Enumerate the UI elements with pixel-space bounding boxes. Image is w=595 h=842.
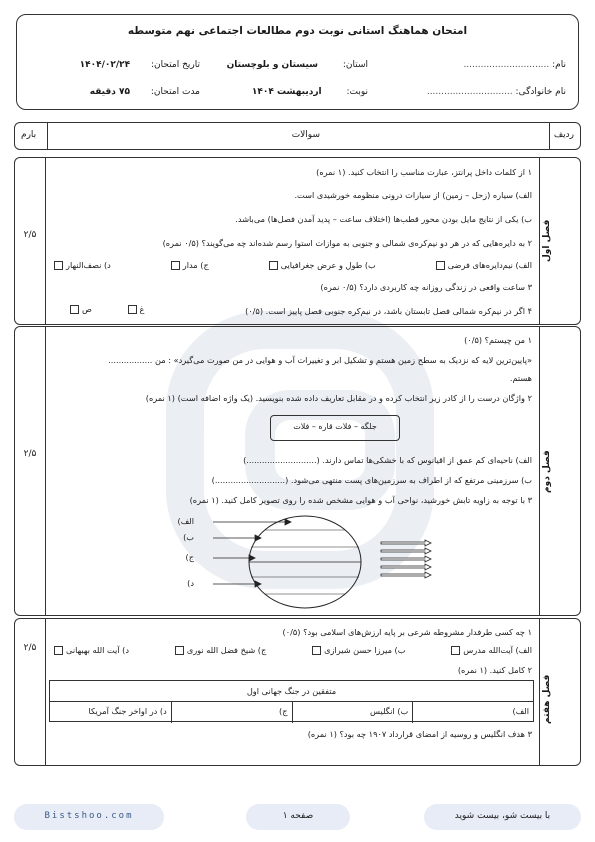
question-2-options: [51, 260, 532, 270]
checkbox[interactable]: [171, 261, 180, 270]
checkbox[interactable]: [54, 646, 63, 655]
date-value: ۱۴۰۴/۰۲/۲۴: [79, 60, 131, 70]
exam-title: امتحان هماهنگ استانی نوبت دوم مطالعات اجتماعی نهم متوسطه: [127, 25, 468, 37]
date-label: تاریخ امتحان:: [151, 60, 200, 70]
question-1b: ب) یکی از نتایج مایل بودن محور قطب‌ها (اختلاف ساعت – پدید آمدن فصل‌ها) می‌باشد.: [235, 214, 532, 224]
question-2: ۲ واژگان درست را از کادر زیر انتخاب کرده و در مقابل تعاریف داده شده بنویسید. (یک واژه اضافه است) (۱ نمره): [145, 393, 532, 403]
name-dots: ..............................: [463, 60, 550, 70]
exam-header: [16, 14, 579, 110]
turn-value: اردیبهشت ۱۴۰۴: [251, 87, 322, 97]
option-true[interactable]: ص: [67, 304, 92, 314]
diagram-label-c: ج): [185, 552, 194, 562]
question-4: ۴ اگر در نیم‌کره شمالی فصل تابستان باشد، در نیم‌کره جنوبی فصل پاییز است. (۰/۵): [245, 306, 532, 316]
duration-label: مدت امتحان:: [150, 87, 200, 97]
col-row: ردیف: [553, 130, 574, 140]
family-field: [427, 87, 566, 97]
question-3: ۳ هدف انگلیس و روسیه از امضای قرارداد ۱۹۰۷ چه بود؟ (۱ نمره): [307, 729, 532, 739]
divider: [47, 123, 48, 149]
section-chapter-1: [14, 157, 581, 325]
name-label: نام:: [552, 60, 566, 70]
diagram-label-d: د): [187, 578, 194, 588]
footer-site[interactable]: Bistshoo.com: [14, 804, 164, 830]
checkbox[interactable]: [269, 261, 278, 270]
divider: [45, 619, 46, 765]
question-3: ۳ ساعت واقعی در زندگی روزانه چه کاربردی دارد؟ (۰/۵ نمره): [320, 282, 532, 292]
section-chapter-7: [14, 618, 581, 766]
checkbox[interactable]: [54, 261, 63, 270]
table-header: متفقین در جنگ جهانی اول: [50, 681, 533, 702]
question-1: ۱ من چیستم؟ (۰/۵): [464, 335, 532, 345]
option-b[interactable]: ب) میرزا حسن شیرازی: [309, 645, 405, 655]
question-1: ۱ چه کسی طرفدار مشروطه شرعی بر پایه ارزش‌های اسلامی بود؟ (۰/۵): [282, 627, 532, 637]
section-title: فصل اول: [542, 219, 552, 263]
question-4-options: [67, 304, 144, 314]
option-d[interactable]: د) آیت الله بهبهانی: [51, 645, 129, 655]
question-1a: الف) سیاره (زحل – زمین) از سیارات درونی منظومه خورشیدی است.: [294, 190, 532, 200]
question-2: ۲ کامل کنید. (۱ نمره): [457, 665, 532, 675]
table-row: [50, 702, 533, 723]
question-1-text: «پایین‌ترین لایه که نزدیک به سطح زمین هستم و تشکیل ابر و تغییرات آب و هوایی در من صورت می‌گیرد» : من .................: [108, 355, 532, 365]
column-header-bar: [14, 122, 581, 150]
earth-sun-diagram: [185, 512, 435, 612]
divider: [45, 327, 46, 615]
checkbox[interactable]: [312, 646, 321, 655]
divider: [549, 123, 550, 149]
diagram-label-a: الف): [177, 516, 194, 526]
table-cell: ج): [171, 702, 292, 723]
table-cell: ب) انگلیس: [292, 702, 413, 723]
section-score: ۲/۵: [23, 643, 37, 653]
family-dots: ..............................: [426, 87, 513, 97]
question-2: ۲ به دایره‌هایی که در هر دو نیم‌کره‌ی شمالی و جنوبی به موازات استوا رسم شده‌اند چه می‌گویند؟ (۰/۵ نمره): [162, 238, 532, 248]
divider: [539, 327, 540, 615]
section-title: فصل هفتم: [542, 674, 552, 724]
question-2a: الف) ناحیه‌ای کم عمق از اقیانوس که با خشکی‌ها تماس دارند. (...........................): [243, 455, 532, 465]
option-a[interactable]: الف) آیت‌الله مدرس: [448, 645, 532, 655]
checkbox[interactable]: [70, 305, 79, 314]
section-score: ۲/۵: [23, 449, 37, 459]
duration-field: [90, 87, 200, 97]
checkbox[interactable]: [128, 305, 137, 314]
allies-table: [49, 680, 534, 722]
date-field: [80, 60, 200, 70]
option-b[interactable]: ب) طول و عرض جغرافیایی: [266, 260, 376, 270]
section-score: ۲/۵: [23, 230, 37, 240]
option-d[interactable]: د) نصف‌النهار: [51, 260, 111, 270]
table-cell: الف): [412, 702, 533, 723]
province-field: [227, 60, 368, 70]
word-box: جلگه – فلات قاره – فلات: [270, 415, 400, 441]
checkbox[interactable]: [175, 646, 184, 655]
province-label: استان:: [342, 60, 368, 70]
table-cell: د) در اواخر جنگ آمریکا: [88, 706, 167, 716]
option-c[interactable]: ج) شیخ فضل الله نوری: [172, 645, 266, 655]
question-1: ۱ از کلمات داخل پرانتز، عبارت مناسب را انتخاب کنید. (۱ نمره): [316, 167, 532, 177]
turn-field: [252, 87, 368, 97]
option-false[interactable]: غ: [125, 304, 145, 314]
col-score: بارم: [21, 130, 37, 140]
question-2b: ب) سرزمینی مرتفع که از اطراف به سرزمین‌های پست منتهی می‌شود. (...........................): [211, 475, 532, 485]
checkbox[interactable]: [436, 261, 445, 270]
turn-label: نوبت:: [346, 87, 368, 97]
province-value: سیستان و بلوچستان: [226, 60, 318, 70]
family-label: نام خانوادگی:: [515, 87, 566, 97]
duration-value: ۷۵ دقیقه: [89, 87, 131, 97]
checkbox[interactable]: [451, 646, 460, 655]
option-c[interactable]: ج) مدار: [168, 260, 209, 270]
divider: [45, 158, 46, 324]
question-1-text-end: هستم.: [509, 373, 532, 383]
divider: [539, 619, 540, 765]
footer-page-number: صفحه ۱: [246, 804, 350, 830]
name-field: [463, 60, 566, 70]
question-1-options: [51, 645, 532, 655]
option-a[interactable]: الف) نیم‌دایره‌های فرضی: [433, 260, 532, 270]
footer-slogan: با بیست شو، بیست شوید: [424, 804, 581, 830]
divider: [539, 158, 540, 324]
question-3: ۳ با توجه به زاویه تابش خورشید، نواحی آب و هوایی مشخص شده را روی تصویر کامل کنید. (۱ نمره): [189, 495, 532, 505]
col-questions: سوالات: [291, 130, 320, 140]
section-title: فصل دوم: [542, 450, 552, 494]
section-chapter-2: [14, 326, 581, 616]
diagram-label-b: ب): [183, 532, 194, 542]
